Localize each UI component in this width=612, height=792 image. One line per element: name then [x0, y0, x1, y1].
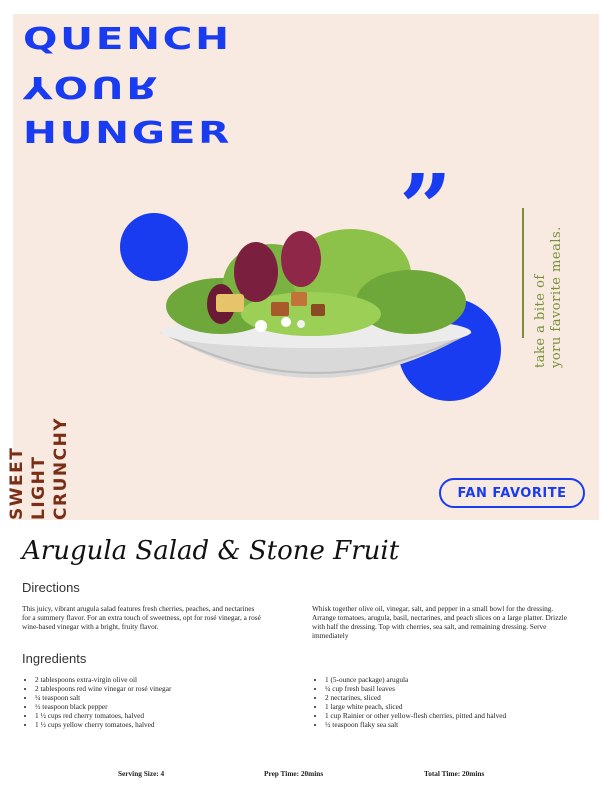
- list-item: • 1 ½ cups red cherry tomatoes, halved: [35, 712, 275, 721]
- descriptor-sweet: SWEET: [7, 446, 27, 520]
- fan-favorite-badge: FAN FAVORITE: [439, 478, 585, 508]
- recipe-title: Arugula Salad & Stone Fruit: [22, 536, 400, 566]
- tagline-line-2: yoru favorite meals.: [549, 226, 564, 368]
- list-item: • ½ teaspoon flaky sea salt: [325, 721, 585, 730]
- prep-time: Prep Time: 20mins: [264, 769, 324, 778]
- list-item: • 1 ½ cups yellow cherry tomatoes, halved: [35, 721, 275, 730]
- list-item: • 2 tablespoons red wine vinegar or rosé vinegar: [35, 685, 275, 694]
- list-item: • 2 tablespoons extra-virgin olive oil: [35, 676, 275, 685]
- directions-paragraph-2: Whisk together olive oil, vinegar, salt, and pepper in a small bowl for the dressing. Arrange tomatoes, arugula, basil, nectarines, and peach slices on a large platter. Drizzle with half the dressing. Top with cherries, sea salt, and remaining dressing. Serve immediately: [312, 604, 567, 640]
- headline-line-2-text: YOUR: [23, 69, 161, 104]
- directions-paragraph-1: This juicy, vibrant arugula salad features fresh cherries, peaches, and nectarines for a summery flavor. For an extra touch of sweetness, opt for rosé vinegar, a rosé wine-based vinegar with a bright, fruity flavor.: [22, 604, 261, 631]
- salad-bowl-image: [151, 214, 481, 414]
- list-item: • ¼ teaspoon salt: [35, 694, 275, 703]
- list-item: • 2 nectarines, sliced: [325, 694, 585, 703]
- descriptor-crunchy: CRUNCHY: [51, 416, 71, 520]
- list-item: • 1 (5-ounce package) arugula: [325, 676, 585, 685]
- ingredients-list-right: [313, 676, 585, 729]
- list-item: • 1 large white peach, sliced: [325, 703, 585, 712]
- ingredients-list-left: [23, 676, 275, 729]
- tagline-divider: [522, 208, 524, 338]
- serving-size: Serving Size: 4: [118, 769, 165, 778]
- headline-line-1: QUENCH: [23, 22, 232, 57]
- descriptor-stack: [7, 374, 93, 520]
- descriptor-light: LIGHT: [29, 455, 49, 520]
- list-item: • 1 cup Rainier or other yellow-flesh cherries, pitted and halved: [325, 712, 585, 721]
- ingredients-heading: Ingredients: [22, 651, 87, 666]
- vertical-tagline: [533, 208, 583, 368]
- tagline-line-1: take a bite of: [533, 274, 548, 368]
- total-time: Total Time: 20mins: [424, 769, 485, 778]
- salad-illustration: [151, 214, 481, 414]
- directions-heading: Directions: [22, 580, 80, 595]
- hero-banner: [7, 14, 599, 520]
- quote-mark-icon: ”: [399, 154, 452, 262]
- list-item: • ¼ cup fresh basil leaves: [325, 685, 585, 694]
- list-item: • ½ teaspoon black pepper: [35, 703, 275, 712]
- headline-line-3: HUNGER: [23, 116, 232, 151]
- headline-line-2: [23, 69, 160, 104]
